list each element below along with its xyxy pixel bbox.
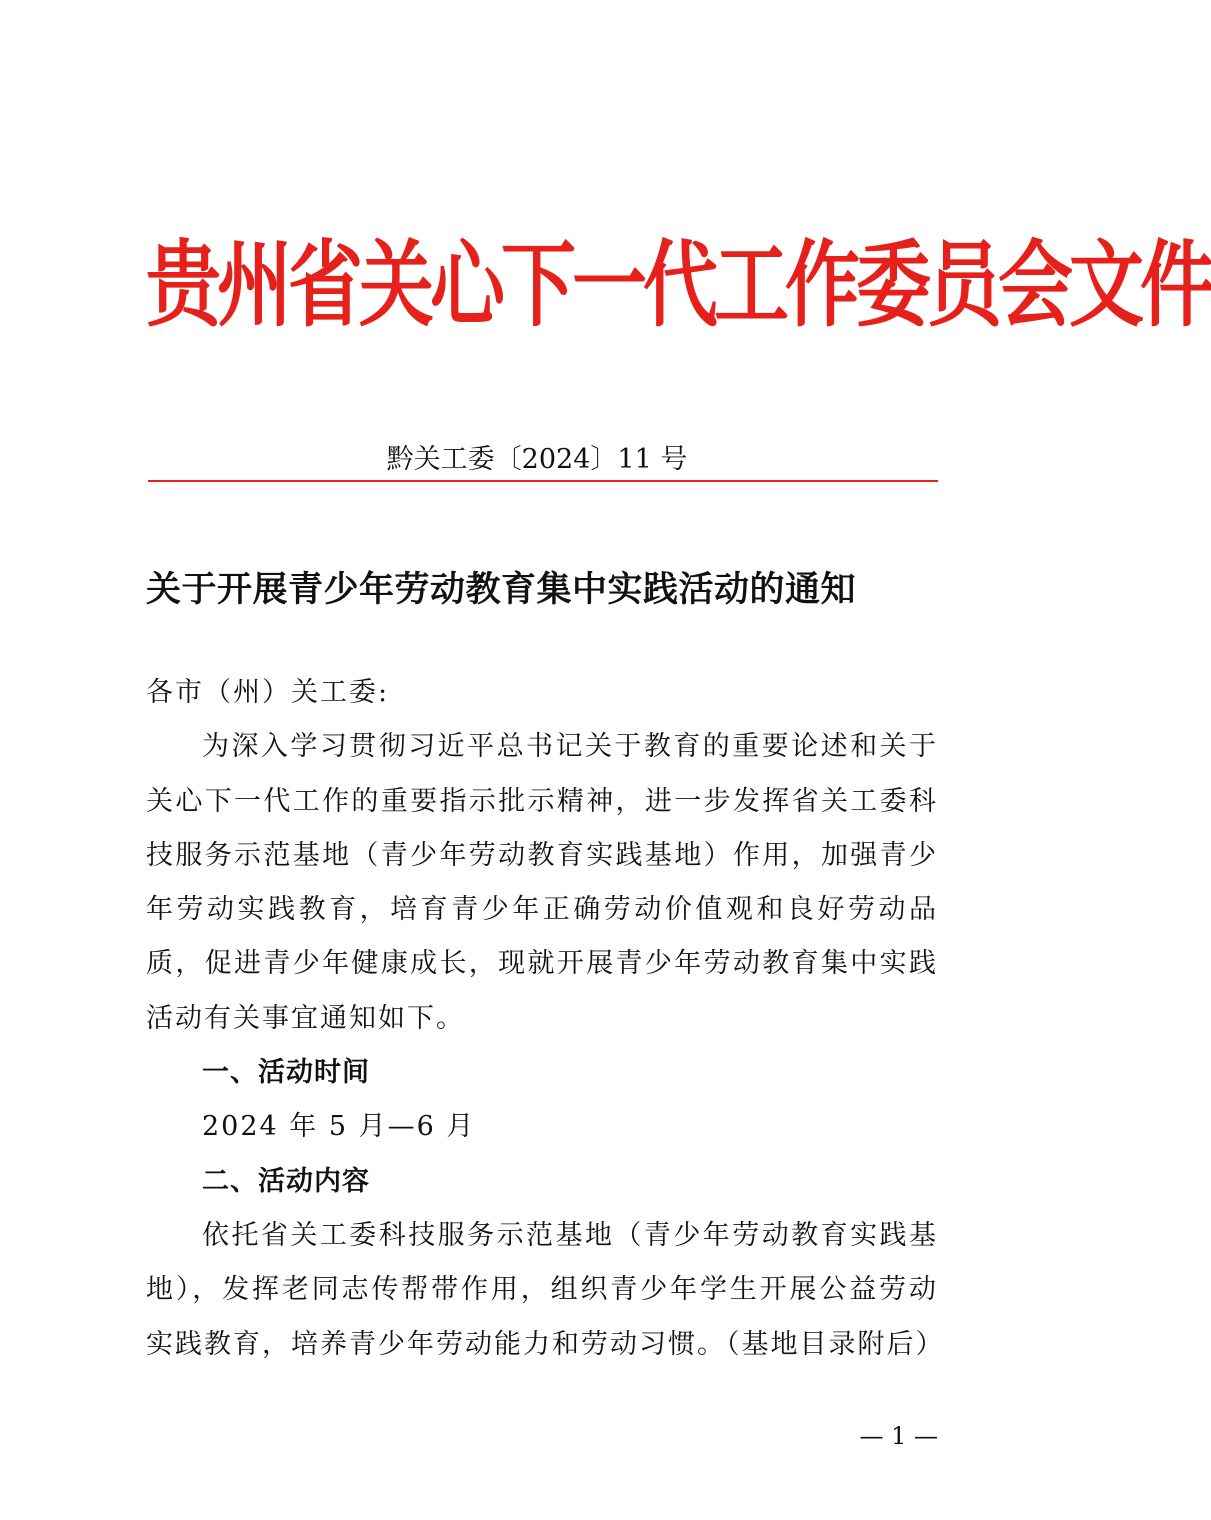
section-heading-content: 二、活动内容 — [202, 1165, 370, 1197]
section-heading-time: 一、活动时间 — [202, 1057, 370, 1089]
section-text-content: 依托省关工委科技服务示范基地（青少年劳动教育实践基地），发挥老同志传帮带作用，组织青少年学生开展公益劳动实践教育，培养青少年劳动能力和劳动习惯。（基地目录附后） — [146, 1219, 945, 1360]
document-title: 关于开展青少年劳动教育集中实践活动的通知 — [146, 569, 857, 610]
salutation: 各市（州）关工委: — [146, 677, 390, 708]
section-text-time: 2024 年 5 月—6 月 — [202, 1111, 476, 1143]
document-masthead: 贵州省关心下一代工作委员会文件 — [146, 230, 1211, 340]
document-body — [146, 666, 945, 1372]
intro-paragraph: 为深入学习贯彻习近平总书记关于教育的重要论述和关于关心下一代工作的重要指示批示精神，进一步发挥省关工委科技服务示范基地（青少年劳动教育实践基地）作用，加强青少年劳动实践教育，培育青少年正确劳动价值观和良好劳动品质，促进青少年健康成长，现就开展青少年劳动教育集中实践活动有关事宜通知如下。 — [146, 731, 938, 1034]
red-divider-line — [148, 480, 938, 482]
page-number: — 1 — — [859, 1422, 938, 1450]
document-number: 黔关工委〔2024〕11 号 — [386, 444, 688, 475]
